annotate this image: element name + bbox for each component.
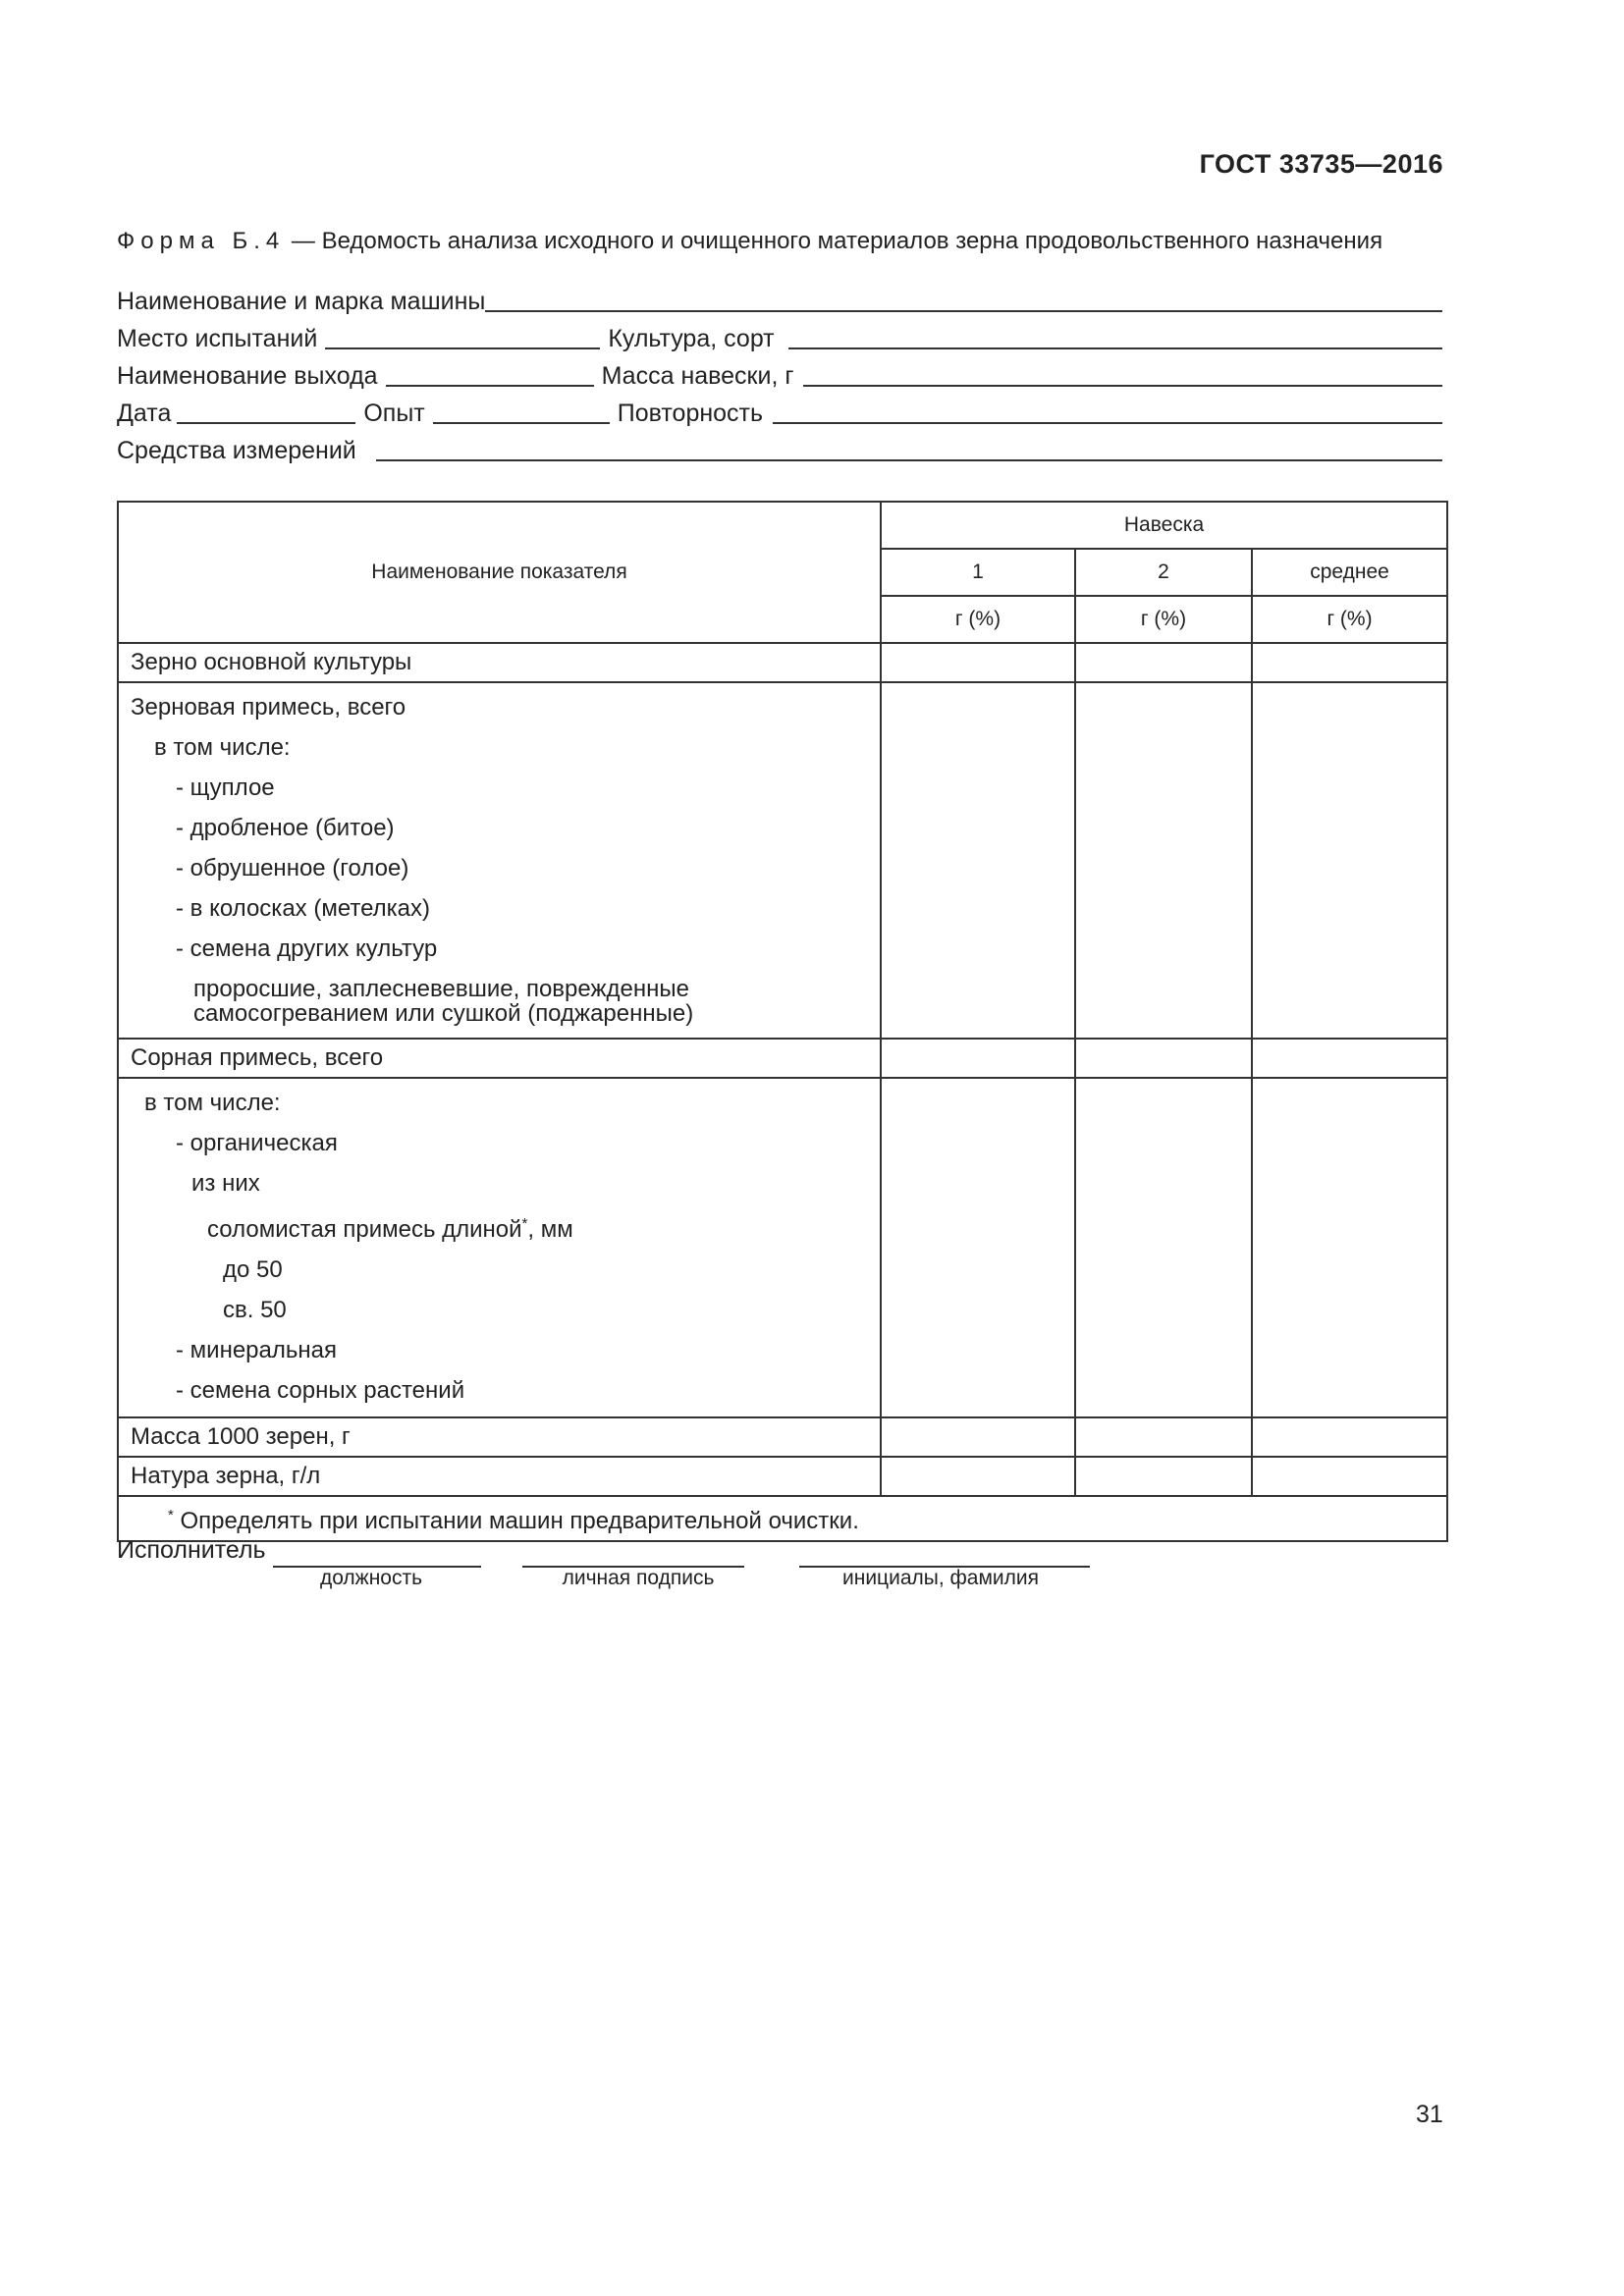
test-weight-label: Натура зерна, г/л [131, 1463, 321, 1489]
value-cell[interactable] [1252, 1078, 1447, 1417]
col-average-header: среднее [1252, 549, 1447, 596]
in-ears-label: - в колосках (метелках) [176, 895, 431, 922]
value-cell[interactable] [1075, 1078, 1252, 1417]
output-name-label: Наименование выхода [117, 362, 378, 390]
position-caption: должность [319, 1567, 423, 1589]
name-caption: инициалы, фамилия [842, 1567, 1039, 1589]
footnote-row [118, 1496, 1447, 1541]
including-label: в том числе: [154, 734, 291, 761]
col-1-header: 1 [881, 549, 1075, 596]
test-place-blank[interactable] [325, 347, 600, 349]
page-number: 31 [1416, 2101, 1443, 2128]
damaged-grain-label: проросшие, заплесневевшие, поврежденные самосогреванием или сушкой (поджаренные) [193, 976, 694, 1027]
indicator-cell [118, 682, 881, 1039]
table-row [118, 1417, 1447, 1457]
indicator-cell [118, 1039, 881, 1078]
value-cell[interactable] [881, 1039, 1075, 1078]
field-row-machine [117, 283, 1442, 316]
indicator-cell [118, 1457, 881, 1496]
mass-1000-label: Масса 1000 зерен, г [131, 1423, 351, 1450]
straw-footnote-mark: * [521, 1215, 528, 1232]
main-grain-label: Зерно основной культуры [131, 649, 412, 675]
value-cell[interactable] [881, 643, 1075, 682]
value-cell[interactable] [1252, 1417, 1447, 1457]
instruments-label: Средства измерений [117, 437, 356, 464]
sample-mass-blank[interactable] [803, 385, 1442, 387]
form-title: — Ведомость анализа исходного и очищенного материалов зерна продовольственного назначения [285, 228, 1383, 254]
document-code: ГОСТ 33735—2016 [1199, 149, 1443, 179]
indicator-header: Наименование показателя [118, 502, 881, 643]
indicator-cell [118, 1078, 881, 1417]
value-cell[interactable] [1075, 682, 1252, 1039]
repetition-blank[interactable] [773, 422, 1442, 424]
sample-header: Навеска [881, 502, 1447, 549]
value-cell[interactable] [881, 1457, 1075, 1496]
indicator-cell [118, 643, 881, 682]
field-row-instruments [117, 432, 1442, 465]
form-caption [117, 228, 1382, 255]
unit-1-header: г (%) [881, 596, 1075, 643]
footnote-text: Определять при испытании машин предварительной очистки. [173, 1508, 859, 1534]
value-cell[interactable] [1075, 1417, 1252, 1457]
of-them-label: из них [191, 1170, 260, 1197]
signature-caption: личная подпись [562, 1567, 715, 1589]
unit-average-header: г (%) [1252, 596, 1447, 643]
table-row [118, 1078, 1447, 1417]
value-cell[interactable] [881, 1078, 1075, 1417]
weed-including-label: в том числе: [144, 1090, 281, 1116]
shrunken-label: - щуплое [176, 774, 275, 801]
footnote-mark: * [168, 1507, 174, 1523]
date-blank[interactable] [177, 422, 355, 424]
table-row [118, 1457, 1447, 1496]
weed-total-label: Сорная примесь, всего [131, 1044, 384, 1071]
value-cell[interactable] [1252, 1457, 1447, 1496]
value-cell[interactable] [1075, 1039, 1252, 1078]
indicator-cell [118, 1417, 881, 1457]
field-row-date [117, 395, 1442, 428]
straw-unit: , мм [527, 1216, 573, 1243]
col-2-header: 2 [1075, 549, 1252, 596]
test-place-label: Место испытаний [117, 325, 318, 352]
repetition-label: Повторность [617, 400, 764, 427]
value-cell[interactable] [1075, 1457, 1252, 1496]
table-row [118, 643, 1447, 682]
mineral-label: - минеральная [176, 1337, 337, 1363]
experiment-blank[interactable] [433, 422, 610, 424]
form-label: Форма Б.4 [117, 228, 286, 254]
date-label: Дата [117, 400, 172, 427]
grain-impurity-label: Зерновая примесь, всего [131, 694, 406, 721]
organic-label: - органическая [176, 1130, 338, 1156]
over-50-label: св. 50 [223, 1297, 287, 1323]
experiment-label: Опыт [363, 400, 425, 427]
footnote [119, 1497, 1446, 1540]
value-cell[interactable] [1252, 1039, 1447, 1078]
straw-text: соломистая примесь длиной [207, 1216, 522, 1243]
unit-2-header: г (%) [1075, 596, 1252, 643]
analysis-table [117, 501, 1448, 1542]
value-cell[interactable] [1252, 682, 1447, 1039]
straw-label [131, 1203, 868, 1250]
value-cell[interactable] [1075, 643, 1252, 682]
culture-label: Культура, сорт [608, 325, 775, 352]
culture-blank[interactable] [788, 347, 1442, 349]
field-row-output [117, 357, 1442, 391]
up-to-50-label: до 50 [223, 1256, 283, 1283]
field-row-place [117, 320, 1442, 353]
executor-label: Исполнитель [117, 1536, 266, 1564]
table-row [118, 682, 1447, 1039]
sample-mass-label: Масса навески, г [601, 362, 794, 390]
output-name-blank[interactable] [386, 385, 594, 387]
machine-label: Наименование и марка машины [117, 288, 486, 315]
value-cell[interactable] [1252, 643, 1447, 682]
machine-blank[interactable] [485, 310, 1442, 312]
table-row [118, 1039, 1447, 1078]
hulled-label: - обрушенное (голое) [176, 855, 409, 881]
instruments-blank[interactable] [376, 459, 1442, 461]
broken-label: - дробленое (битое) [176, 815, 395, 841]
other-crops-label: - семена других культур [176, 935, 438, 962]
value-cell[interactable] [881, 682, 1075, 1039]
footnote-cell [118, 1496, 1447, 1541]
value-cell[interactable] [881, 1417, 1075, 1457]
weed-seeds-label: - семена сорных растений [176, 1377, 465, 1404]
